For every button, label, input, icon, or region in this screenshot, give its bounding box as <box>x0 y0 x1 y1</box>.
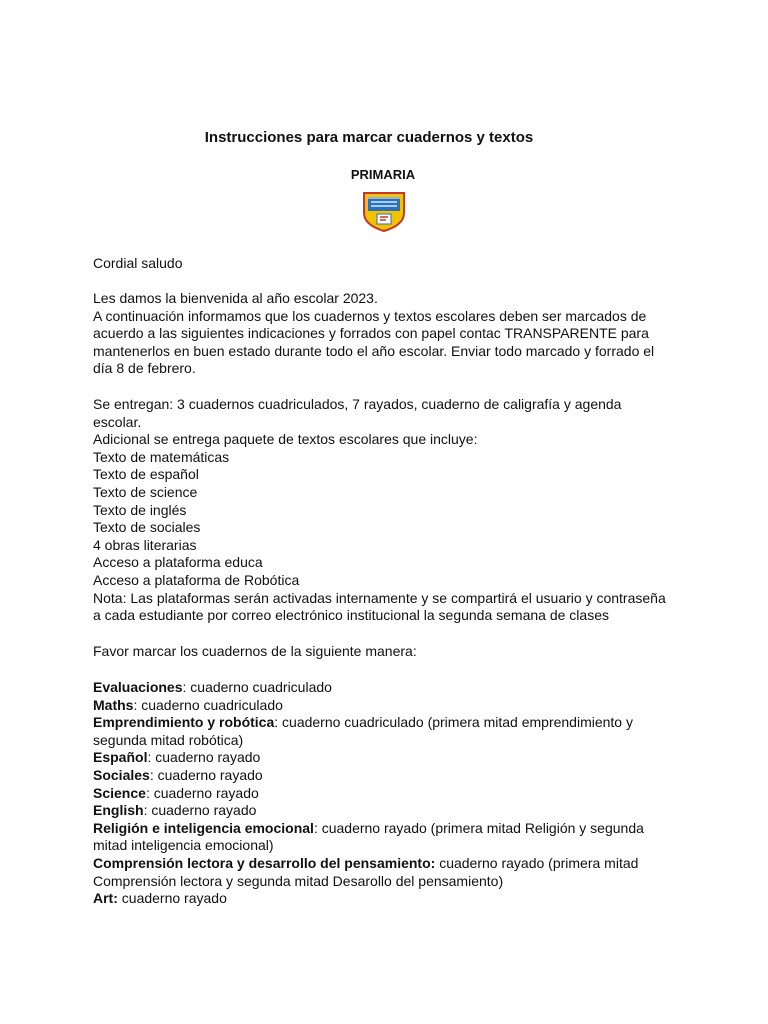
materials-line: a cada estudiante por correo electrónico institucional la segunda semana de clases <box>93 607 609 624</box>
subject-line <box>93 820 693 838</box>
materials-line: Texto de matemáticas <box>93 448 230 465</box>
subject-line <box>93 749 693 767</box>
intro-line: Les damos la bienvenida al año escolar 2023. <box>93 290 378 306</box>
intro-line: acuerdo a las siguientes indicaciones y forrados con papel contac TRANSPARENTE para <box>93 325 649 342</box>
subject-name: English <box>93 802 144 819</box>
materials-line: Texto de español <box>93 466 199 483</box>
subject-name: Religión e inteligencia emocional <box>93 819 314 836</box>
materials-line: Nota: Las plataformas serán activadas internamente y se compartirá el usuario y contraseña <box>93 589 666 606</box>
materials-line: Adicional se entrega paquete de textos escolares que incluye: <box>93 431 478 448</box>
subject-line <box>93 837 693 855</box>
subject-line <box>93 714 693 732</box>
page-title: Instrucciones para marcar cuadernos y textos <box>204 129 534 146</box>
subject-name: Science <box>93 784 146 801</box>
subject-line <box>93 873 693 891</box>
materials-line: Texto de sociales <box>93 519 201 536</box>
materials-line: Texto de science <box>93 483 198 500</box>
intro-line: A continuación informamos que los cuadernos y textos escolares deben ser marcados de <box>93 307 647 324</box>
subject-line <box>93 890 693 908</box>
materials-line: 4 obras literarias <box>93 536 197 553</box>
subject-name: Español <box>93 749 148 766</box>
marking-intro-text: Favor marcar los cuadernos de la siguiente manera: <box>93 643 417 659</box>
materials-paragraph <box>93 396 693 625</box>
materials-line: Acceso a plataforma educa <box>93 554 263 571</box>
subject-line <box>93 855 693 873</box>
subject-line <box>93 732 693 750</box>
subject-line <box>93 679 693 697</box>
subject-name: Art: <box>93 890 118 907</box>
greeting <box>93 255 693 273</box>
marking-intro <box>93 643 693 661</box>
subject-notebook: : cuaderno rayado (primera mitad Religión y segunda <box>313 819 644 836</box>
subject-line <box>93 697 693 715</box>
subject-line <box>93 767 693 785</box>
subject-notebook: cuaderno rayado <box>117 890 227 907</box>
subject-notebook: : cuaderno rayado <box>145 784 259 801</box>
subject-notebook: : cuaderno rayado <box>149 766 263 783</box>
intro-line: mantenerlos en buen estado durante todo el año escolar. Enviar todo marcado y forrado el <box>93 342 655 359</box>
subject-notebook: mitad inteligencia emocional) <box>93 837 274 854</box>
intro-line: día 8 de febrero. <box>93 360 196 377</box>
subject-notebook: segunda mitad robótica) <box>93 731 244 748</box>
subject-name: Maths <box>93 696 134 713</box>
subject-notebook: : cuaderno rayado <box>143 802 257 819</box>
subject-line <box>93 785 693 803</box>
subject-line <box>93 802 693 820</box>
subject-notebook: Comprensión lectora y segunda mitad Desarollo del pensamiento) <box>93 872 504 889</box>
subject-list <box>93 679 693 908</box>
subject-name: Sociales <box>93 766 150 783</box>
school-crest-icon <box>360 189 408 233</box>
subject-notebook: : cuaderno cuadriculado <box>133 696 283 713</box>
level-heading: PRIMARIA <box>350 167 416 182</box>
greeting-text: Cordial saludo <box>93 255 183 271</box>
materials-line: escolar. <box>93 413 142 430</box>
materials-line: Se entregan: 3 cuadernos cuadriculados, 7 rayados, cuaderno de caligrafía y agenda <box>93 396 622 412</box>
materials-line: Texto de inglés <box>93 501 187 518</box>
subject-notebook: : cuaderno cuadriculado <box>182 679 332 695</box>
subject-name: Emprendimiento y robótica <box>93 714 275 731</box>
subject-name: Evaluaciones <box>93 679 183 695</box>
subject-notebook: : cuaderno cuadriculado (primera mitad emprendimiento y <box>274 714 633 731</box>
intro-paragraph <box>93 290 693 378</box>
subject-name: Comprensión lectora y desarrollo del pensamiento: <box>93 854 436 871</box>
materials-line: Acceso a plataforma de Robótica <box>93 571 300 588</box>
subject-notebook: cuaderno rayado (primera mitad <box>435 854 639 871</box>
subject-notebook: : cuaderno rayado <box>147 749 261 766</box>
